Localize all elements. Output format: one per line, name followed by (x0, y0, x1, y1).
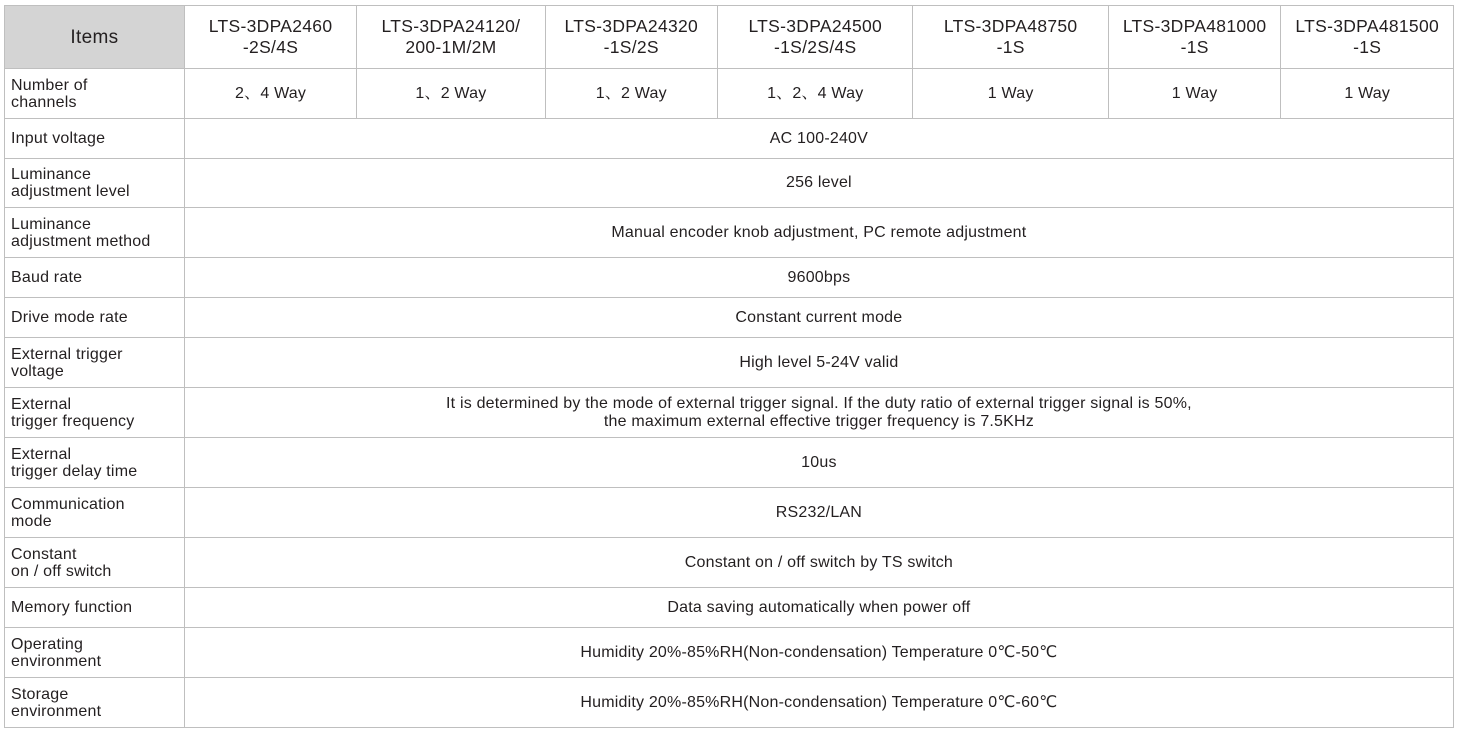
channel-cell: 1、2 Way (357, 69, 545, 119)
table-row (5, 628, 1454, 678)
model-header: LTS-3DPA2460 -2S/4S (184, 6, 357, 69)
items-header: Items (5, 6, 185, 69)
row-value: 10us (184, 438, 1453, 488)
row-value: 9600bps (184, 258, 1453, 298)
row-value: Data saving automatically when power off (184, 588, 1453, 628)
model-header: LTS-3DPA481000 -1S (1108, 6, 1281, 69)
row-label: Constant on / off switch (5, 538, 185, 588)
row-label: External trigger delay time (5, 438, 185, 488)
row-label: Number of channels (5, 69, 185, 119)
row-label: Storage environment (5, 678, 185, 728)
row-label: Input voltage (5, 119, 185, 159)
model-header: LTS-3DPA24500 -1S/2S/4S (718, 6, 913, 69)
row-value: 256 level (184, 159, 1453, 208)
channel-cell: 1、2、4 Way (718, 69, 913, 119)
channel-cell: 1 Way (913, 69, 1108, 119)
row-label: Operating environment (5, 628, 185, 678)
row-label: Memory function (5, 588, 185, 628)
table-row (5, 388, 1454, 438)
row-label: Communication mode (5, 488, 185, 538)
header-row (5, 6, 1454, 69)
channel-cell: 1 Way (1281, 69, 1454, 119)
row-label: External trigger voltage (5, 338, 185, 388)
row-value: RS232/LAN (184, 488, 1453, 538)
model-header: LTS-3DPA481500 -1S (1281, 6, 1454, 69)
row-value: Constant on / off switch by TS switch (184, 538, 1453, 588)
row-label: Luminance adjustment level (5, 159, 185, 208)
row-label: External trigger frequency (5, 388, 185, 438)
table-row (5, 588, 1454, 628)
row-value: AC 100-240V (184, 119, 1453, 159)
table-row (5, 488, 1454, 538)
row-label: Drive mode rate (5, 298, 185, 338)
channel-cell: 2、4 Way (184, 69, 357, 119)
row-value: It is determined by the mode of external trigger signal. If the duty ratio of external trigger signal is 50%, the maximum external effective trigger frequency is 7.5KHz (184, 388, 1453, 438)
spec-table-container (4, 5, 1454, 728)
row-value: Humidity 20%-85%RH(Non-condensation) Temperature 0℃-60℃ (184, 678, 1453, 728)
row-value: Constant current mode (184, 298, 1453, 338)
specification-table (4, 5, 1454, 728)
table-row (5, 338, 1454, 388)
model-header: LTS-3DPA24120/ 200-1M/2M (357, 6, 545, 69)
table-row (5, 69, 1454, 119)
table-row (5, 208, 1454, 258)
channel-cell: 1 Way (1108, 69, 1281, 119)
table-row (5, 298, 1454, 338)
model-header: LTS-3DPA48750 -1S (913, 6, 1108, 69)
row-label: Luminance adjustment method (5, 208, 185, 258)
table-row (5, 258, 1454, 298)
row-value: High level 5-24V valid (184, 338, 1453, 388)
row-label: Baud rate (5, 258, 185, 298)
channel-cell: 1、2 Way (545, 69, 718, 119)
model-header: LTS-3DPA24320 -1S/2S (545, 6, 718, 69)
table-row (5, 119, 1454, 159)
table-row (5, 159, 1454, 208)
row-value: Humidity 20%-85%RH(Non-condensation) Temperature 0℃-50℃ (184, 628, 1453, 678)
table-row (5, 438, 1454, 488)
table-row (5, 678, 1454, 728)
table-row (5, 538, 1454, 588)
row-value: Manual encoder knob adjustment, PC remote adjustment (184, 208, 1453, 258)
